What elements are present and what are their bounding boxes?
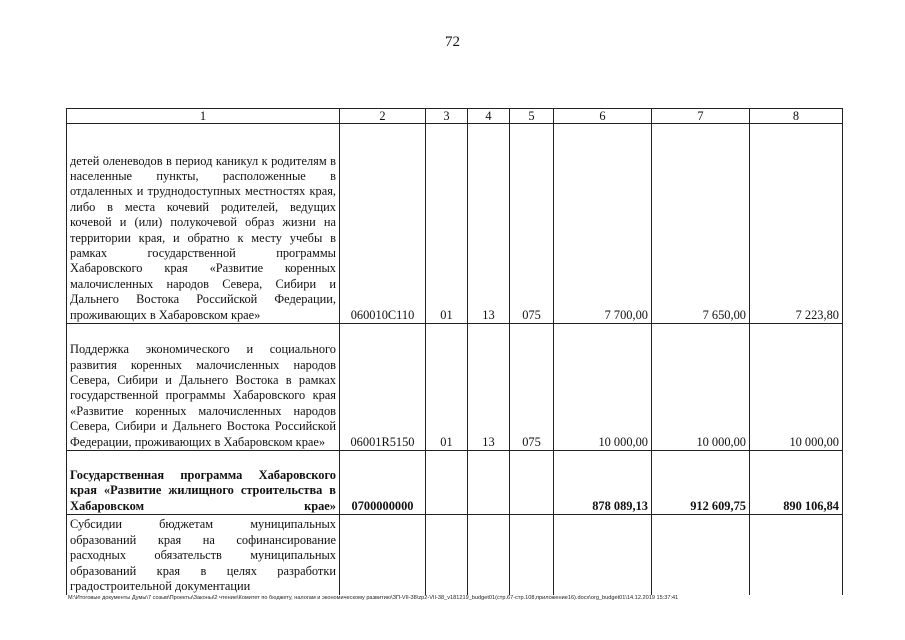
row-subsection	[468, 451, 510, 515]
column-header: 6	[554, 109, 652, 124]
row-expense-type	[510, 451, 554, 515]
table-row	[67, 124, 843, 324]
row-code: 0700000000	[340, 451, 426, 515]
budget-table	[66, 108, 843, 595]
row-section	[426, 451, 468, 515]
row-expense-type	[510, 515, 554, 595]
row-subsection: 13	[468, 324, 510, 451]
row-amount-col7: 912 609,75	[652, 451, 750, 515]
row-section: 01	[426, 324, 468, 451]
table-row	[67, 324, 843, 451]
column-header: 2	[340, 109, 426, 124]
row-expense-type: 075	[510, 124, 554, 324]
row-section: 01	[426, 124, 468, 324]
row-amount-col8: 890 106,84	[750, 451, 843, 515]
row-subsection	[468, 515, 510, 595]
row-code: 060010С110	[340, 124, 426, 324]
table-header-row	[67, 109, 843, 124]
row-amount-col8: 7 223,80	[750, 124, 843, 324]
table-row-program-total	[67, 451, 843, 515]
row-amount-col6: 10 000,00	[554, 324, 652, 451]
column-header: 5	[510, 109, 554, 124]
row-amount-col6: 7 700,00	[554, 124, 652, 324]
column-header: 4	[468, 109, 510, 124]
row-description: Поддержка экономического и социального развития коренных малочисленных народов Севера, Сибири и Дальнего Востока в рамках государственной программы Хабаровского края «Развитие коренных малочисленных народов Севера, Сибири и Дальнего Востока Российской Федерации, проживающих в Хабаровском крае»	[67, 324, 340, 451]
row-subsection: 13	[468, 124, 510, 324]
column-header: 3	[426, 109, 468, 124]
row-amount-col6	[554, 515, 652, 595]
row-description: Государственная программа Хабаровского края «Развитие жилищного строительства в Хабаровском крае»	[67, 451, 340, 515]
row-code	[340, 515, 426, 595]
row-section	[426, 515, 468, 595]
row-expense-type: 075	[510, 324, 554, 451]
column-header: 7	[652, 109, 750, 124]
row-description: Субсидии бюджетам муниципальных образований края на софинансирование расходных обязательств муниципальных образований края в целях разработки градостроительной документации	[67, 515, 340, 595]
row-description: детей оленеводов в период каникул к родителям в населенные пункты, расположенные в отдаленных и труднодоступных местностях края, либо в места кочевий родителей, ведущих кочевой и (или) полукочевой образ жизни на территории края, и обратно к месту учебы в рамках государственной программы Хабаровского края «Развитие коренных малочисленных народов Севера, Сибири и Дальнего Востока Российской Федерации, проживающих в Хабаровском крае»	[67, 124, 340, 324]
row-amount-col7: 10 000,00	[652, 324, 750, 451]
column-header: 1	[67, 109, 340, 124]
row-amount-col7: 7 650,00	[652, 124, 750, 324]
row-amount-col8: 10 000,00	[750, 324, 843, 451]
page-number: 72	[445, 34, 460, 50]
row-code: 06001R5150	[340, 324, 426, 451]
column-header: 8	[750, 109, 843, 124]
row-amount-col6: 878 089,13	[554, 451, 652, 515]
document-file-path: M:\Итоговые документы Думы\7 созыв\Проекты\Законы\2 чтение\Комитет по бюджету, налогам и экономическому развитию\ЗП-VII-38\zp2-VII-38_v181219_budget01(стр.67-стр.108,приложение16).docx\org_budget01\14.12.2019 15:37:41	[68, 595, 679, 601]
row-amount-col7	[652, 515, 750, 595]
row-amount-col8	[750, 515, 843, 595]
table-row	[67, 515, 843, 595]
